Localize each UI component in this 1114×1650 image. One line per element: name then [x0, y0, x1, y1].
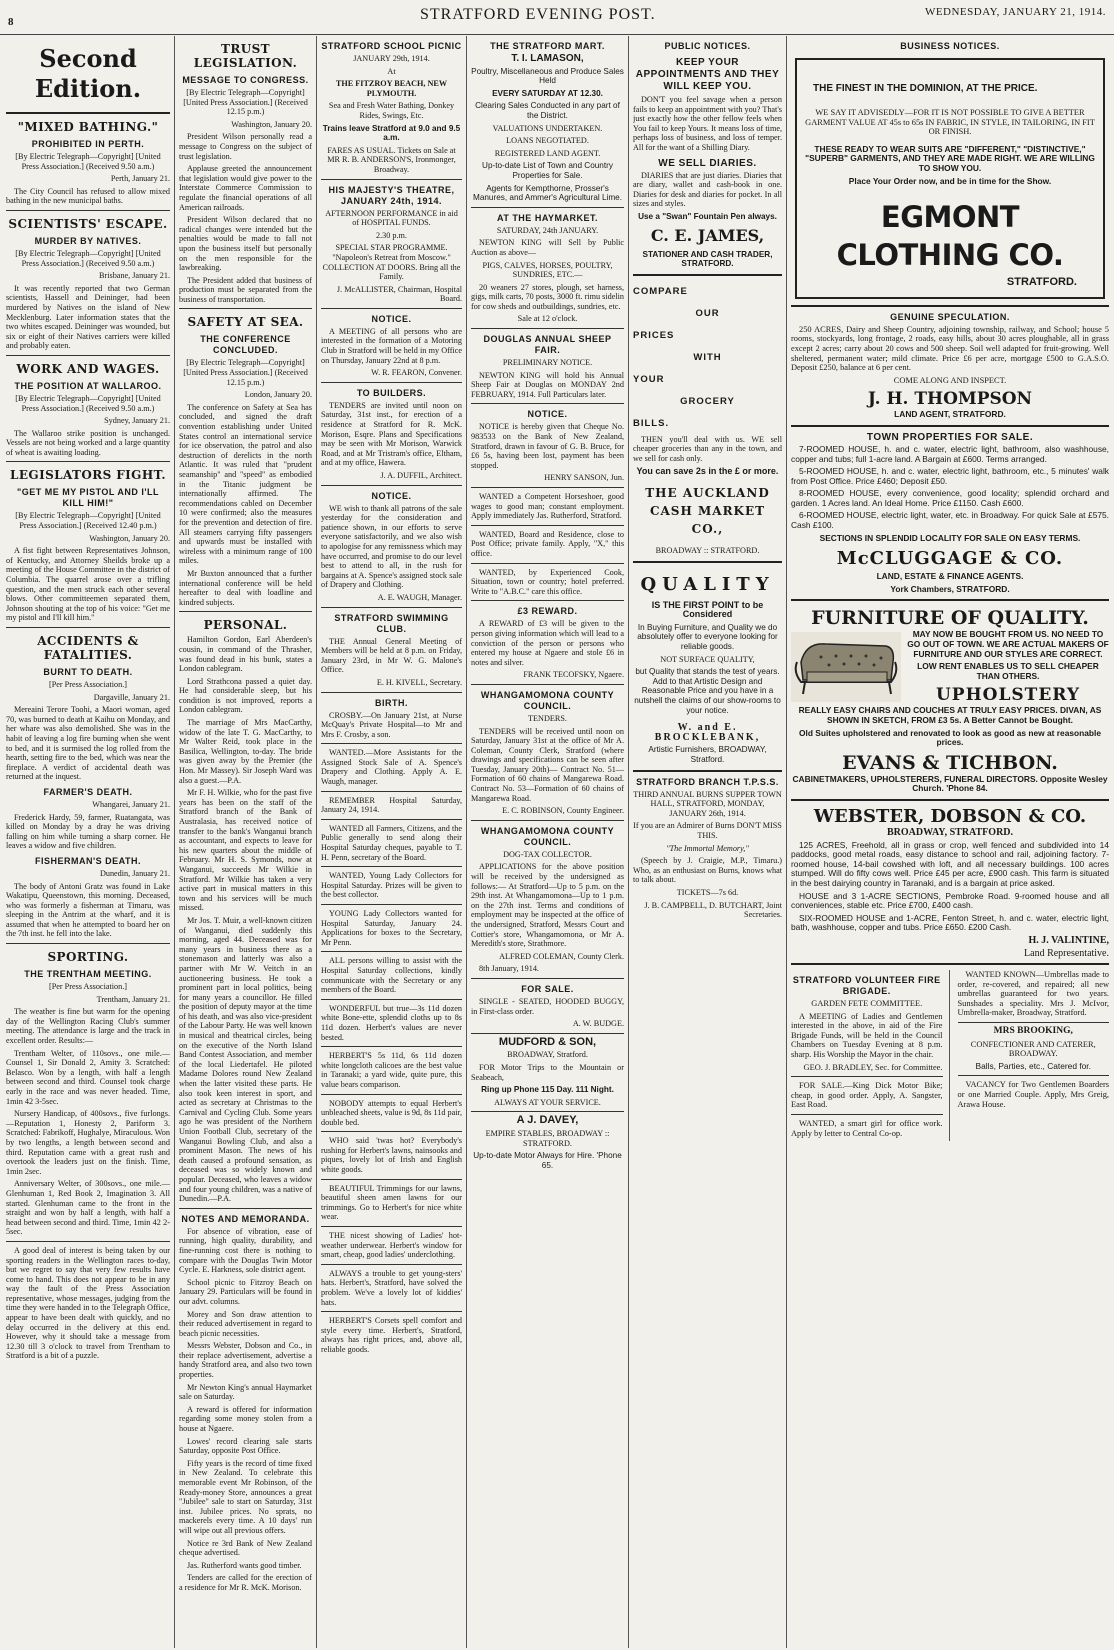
article-body: A good deal of interest is being taken by our sporting readers in the Wellington races to-day, but we regret to say that very few results have come to hand. This does not appear to be in any way the fault of the Press Association representative, whose messages, judging from the time they were handed in to the Telegraph Office, appear to have been dealt with quickly, and no delay occurred in the delivery at this end. However, why it should take a message from 12.30 till 3 o'clock to travel from Trentham to Stratford is a bit of a puzzle.: [6, 1245, 170, 1361]
compare-line: OUR: [695, 307, 720, 319]
ad-text: SIX-ROOMED HOUSE and 1-ACRE, Fenton Street, h. and c. water, electric light, bath, washhouse, copper and tubs. Price £650. £200 Cash.: [791, 912, 1109, 933]
article-body: Nursery Handicap, of 400sovs., five furlongs.—Reputation 1, Honesty 2, Pariform 3. Scratched: Fabrikoff, Hughalye, Miraculous. Won by two lengths, a length between second and third. Reputation came with a great rush and overtook the leaders just on the finish. Time, 1min 2sec.: [6, 1109, 170, 1176]
article-body: Hamilton Gordon, Earl Aberdeen's cousin, in command of the Thrasher, was found dead in his bunk, states a London cablegram.: [179, 635, 312, 674]
paper-title: STRATFORD EVENING POST.: [420, 6, 656, 23]
ad-text: Clearing Sales Conducted in any part of the District.: [475, 101, 620, 120]
ad-text: A MEETING of all persons who are interested in the formation of a Motoring Club in Stratford will be held in my Office on Thursday, January 22nd at 8 p.m.: [321, 326, 462, 365]
ad-heading: STRATFORD VOLUNTEER FIRE BRIGADE.: [792, 975, 941, 997]
ad-heading: EGMONT CLOTHING CO.: [836, 200, 1064, 273]
subhead: THE TRENTHAM MEETING.: [24, 969, 152, 980]
ad-signature: GEO. J. BRADLEY, Sec. for Committee.: [803, 1062, 943, 1072]
ad-text: BROADWAY, STRATFORD.: [886, 826, 1014, 838]
ad-signature: A. E. WAUGH, Manager.: [377, 592, 462, 602]
article-body: It was recently reported that two German scientists, Hassell and Deininger, had been murdered by Natives on the island of New Mecklenburg. Later information states that the two whites escaped. Deininger was wounded, but six or eight of their Natives carriers were killed and probably eaten.: [6, 283, 170, 351]
ad-heading: NOTICE.: [371, 490, 412, 501]
ad-heading: EVANS & TICHBON.: [842, 751, 1058, 774]
dateline: Brisbane, January 21.: [99, 271, 170, 281]
ad-heading: WE SELL DIARIES.: [658, 157, 757, 169]
ad-text: SINGLE - SEATED, HOODED BUGGY, in First-class order.: [471, 996, 624, 1016]
ad-text: DIARIES that are just diaries. Diaries that are diary, wallet and cash-book in one. Diaries for desk and diaries for pocket. In all sizes and styles.: [633, 170, 782, 209]
ad-heading: MUDFORD & SON,: [498, 1035, 597, 1048]
classified-ad: WHO said 'twas hot? Everybody's rushing for Herbert's lawns, nainsooks and piques, lovely lot of Irish and English white goods.: [321, 1136, 462, 1175]
ad-text: Poultry, Miscellaneous and Produce Sales Held: [471, 66, 624, 86]
ad-heading: STRATFORD SWIMMING CLUB.: [334, 612, 449, 634]
ad-text: but Quality that stands the test of years. Add to that Artistic Design and Reasonable Price and you have in a nutshell the claims of our show-rooms to your notice.: [634, 667, 781, 715]
subhead: FARMER'S DEATH.: [43, 786, 133, 797]
ad-signature: J. B. CAMPBELL, D. BUTCHART, Joint Secretaries.: [644, 900, 782, 920]
classified-ad: ALWAYS a trouble to get young-sters' hats. Herbert's, Stratford, have solved the problem. We've a lovely lot of kiddies' hats.: [321, 1268, 462, 1307]
ad-text: Balls, Parties, etc., Catered for.: [975, 1060, 1091, 1071]
article-body: The weather is fine but warm for the opening day of the Wellington Racing Club's summer meeting. The attendance is large and the track in excellent order. Results:—: [6, 1007, 170, 1046]
egmont-ad: [795, 58, 1105, 299]
ad-text: If you are an Admirer of Burns DON'T MISS THIS.: [633, 821, 782, 840]
ad-text: Artistic Furnishers, BROADWAY, Stratford.: [648, 745, 767, 764]
ad-heading: THE FINEST IN THE DOMINION, AT THE PRICE.: [813, 83, 1038, 94]
dateline: Dunedin, January 21.: [99, 868, 170, 878]
ad-text: Up-to-date Motor Always for Hire. 'Phone 65.: [473, 1151, 622, 1170]
subhead: "GET ME MY PISTOL AND I'LL KILL HIM!": [16, 487, 160, 509]
ad-heading: TOWN PROPERTIES FOR SALE.: [866, 431, 1034, 443]
dateline: Dargaville, January 21.: [93, 692, 170, 702]
ad-signature: ALFRED COLEMAN, County Clerk.: [499, 951, 624, 961]
article-body: Messrs Webster, Dobson and Co., in their replace advertisement, advertise a handy Stratford area, and also two town properties.: [179, 1341, 312, 1380]
compare-line: PRICES: [633, 329, 675, 341]
column-rule: [628, 36, 629, 1648]
ad-signature: H. J. VALINTINE,: [1028, 934, 1109, 946]
column-5: [633, 36, 782, 1646]
ad-text: SATURDAY, 24th JANUARY.: [496, 225, 599, 235]
article-body: Anniversary Welter, of 300sovs., one mile.—Glenhuman 1, Red Book 2, Imagination 3. All started. Glenhuman came to the front in the straight and won by half a length, with half a head between second and third. Time, 1min 42 2-5sec.: [6, 1179, 170, 1237]
article-body: Mr Newton King's annual Haymarket sale on Saturday.: [179, 1382, 312, 1402]
ad-text: Ring up Phone 115 Day. 111 Night.: [481, 1085, 614, 1095]
ad-heading: KEEP YOUR APPOINTMENTS AND THEY WILL KEEP YOU.: [635, 57, 780, 92]
ad-text: THIRD ANNUAL BURNS SUPPER TOWN HALL, STRATFORD, MONDAY, JANUARY 26th, 1914.: [633, 789, 782, 818]
article-body: Mr F. H. Wilkie, who for the past five years has been on the staff of the Stratford branch of the Bank of Australasia, has received notice of transfer to the bank's Wanganui branch as accountant, and expects to leave for his new quarters about the middle of February. Mr H. S. Symonds, now at Wanganui, succeeds Mr Wilkie in Stratford. Mr Wilkie has taken a very active part in musical matters in this town and his services will be much missed.: [179, 788, 312, 913]
ad-text: VALUATIONS UNDERTAKEN.: [492, 123, 603, 133]
ad-text: NOT SURFACE QUALITY,: [660, 654, 755, 664]
headline: PERSONAL.: [203, 618, 288, 633]
ad-text: LAND, ESTATE & FINANCE AGENTS.: [876, 571, 1024, 582]
article-body: For absence of vibration, ease of running, high quality, durability, and fine-running cost there is nothing to compare with the Douglas Twin Motor Cycle. E. Harkness, sole district agent.: [179, 1226, 312, 1275]
ad-text: LAND AGENT, STRATFORD.: [894, 409, 1006, 420]
ad-text: 125 ACRES, Freehold, all in grass or crop, well fenced and subdivided into 14 paddocks, good metal roads, easy distance to school and rail, adjoining factory. 7-roomed house, 14-bail cowshed with loft, and all necessary buildings. 100 acres stumped. Will do fifty cows well. Price £45 per acre, £900 cash. This farm is situated in the best dairying country in Taranaki, and is a bargain at price asked.: [791, 839, 1109, 888]
subhead: MESSAGE TO CONGRESS.: [182, 75, 309, 85]
ad-text: 5-ROOMED HOUSE, h. and c. water, electric light, bathroom, etc., 5 minutes' walk from Post Office. Price £460; Deposit £50.: [791, 466, 1109, 486]
ad-text: GARDEN FETE COMMITTEE.: [811, 999, 923, 1009]
ad-heading: TO BUILDERS.: [356, 387, 427, 398]
headline: SCIENTISTS' ESCAPE.: [8, 216, 168, 231]
bottom-left-ads: [791, 970, 950, 1141]
ad-text: York Chambers, STRATFORD.: [890, 583, 1010, 594]
classified-ad: FOR SALE.—King Dick Motor Bike; cheap, in good order. Apply, A. Sangster, East Road.: [791, 1081, 943, 1110]
ad-heading: £3 REWARD.: [517, 606, 578, 617]
article-body: A reward is offered for information regarding some money stolen from a house at Ngaere.: [179, 1404, 312, 1434]
ad-text: NEWTON KING will hold his Annual Sheep Fair at Douglas on MONDAY 2nd FEBRUARY, 1914. Full Particulars later.: [471, 370, 624, 399]
ad-text: REGISTERED LAND AGENT.: [494, 148, 601, 158]
classified-ad: HERBERT'S 5s 11d, 6s 11d dozen white longcloth calicoes are the best value in Taranaki; a yard wide, quite pure, this value bears comparison.: [321, 1051, 462, 1089]
column-rule: [466, 36, 467, 1648]
ad-text: BROADWAY :: STRATFORD.: [655, 546, 760, 556]
classified-ad: THE nicest showing of Ladies' hot-weather underwear. Herbert's window for smart, cheap, good ladies' underclothing.: [321, 1231, 462, 1260]
ad-text: REALLY EASY CHAIRS AND COUCHES AT TRULY EASY PRICES. DIVAN, AS SHOWN IN SKETCH, FROM £3 5s. A Better Cannot be Bought.: [798, 705, 1102, 725]
ad-signature: A. W. BUDGE.: [572, 1019, 624, 1029]
ad-text: STATIONER AND CASH TRADER, STRATFORD.: [642, 249, 773, 269]
headline: NOTES AND MEMORANDA.: [181, 1213, 310, 1224]
ad-text: At: [387, 66, 396, 76]
ad-text: EMPIRE STABLES, BROADWAY :: STRATFORD.: [485, 1128, 610, 1148]
ad-heading: THE STRATFORD MART.: [490, 41, 605, 51]
article-body: Tenders are called for the erection of a residence for Mr R. McK. Morison.: [179, 1573, 312, 1592]
dateline: Washington, January 20.: [231, 119, 312, 129]
classified-ad: WANTED, by Experienced Cook, Situation, town or country; hotel preferred. Write to "A.B.C." care this office.: [471, 567, 624, 596]
column-rule: [316, 36, 317, 1648]
column-3: [321, 36, 462, 1646]
edition-banner: Second Edition.: [34, 44, 142, 103]
subhead: THE CONFERENCE CONCLUDED.: [200, 334, 291, 356]
article-body: The City Council has refused to allow mixed bathing in the new municipal baths.: [6, 186, 170, 206]
ad-text: THEN you'll deal with us. WE sell cheaper groceries than any in the town, and we sell for cash only.: [633, 434, 782, 463]
headline: "MIXED BATHING.": [17, 120, 159, 134]
masthead: [0, 0, 1114, 35]
ad-text: NOTICE is hereby given that Cheque No. 983533 on the Bank of New Zealand, Stratford, drawn in favour of G. B. Bruce, for £6 5s, having been lost, payment has been stopped.: [471, 422, 624, 470]
ad-text: STRATFORD.: [1006, 276, 1077, 289]
classified-ad: WANTED, Board and Residence, close to Post Office; private family. Apply, "X," this office.: [471, 529, 624, 558]
compare-line: GROCERY: [680, 395, 735, 407]
article-body: Applause greeted the announcement that legislation would give power to the Interstate Commerce Commission to regulate the financial operations of all American railroads.: [179, 164, 312, 212]
ad-text: (Speech by J. Craigie, M.P., Timaru.) Who, as an enthusiast on Burns, knows what to talk about.: [633, 856, 782, 885]
classified-ad: WANTED a Competent Horseshoer, good wages to good man; constant employment. Apply immediately Jas. Rutherford, Stratford.: [471, 492, 624, 521]
credit: [By Electric Telegraph—Copyright] [United Press Association.] (Received 9.50 a.m.): [15, 152, 161, 171]
ad-text: A MEETING of Ladies and Gentlemen interested in the above, in aid of the Fire Brigade Funds, will be held in the Council Chambers on Tuesday Evening at 8 p.m. sharp. His Worship the Mayor in the chair.: [791, 1011, 943, 1060]
ad-heading: A J. DAVEY,: [516, 1114, 579, 1127]
ad-text: TENDERS will be received until noon on Saturday, January 31st at the office of Mr A. Coleman, County Clerk, Stratford (where drawings and specifications can be seen after Tuesday, January 20th)— Contract No. 51—Formation of 60 chains of Mangarewa Road. Contract No. 53—Formation of 60 chains of Mangarewa Road.: [471, 726, 624, 803]
classified-ad: HERBERT'S Corsets spell comfort and style every time. Herbert's, Stratford, always has right prices, and, above all, reliable goods.: [321, 1316, 462, 1354]
ad-text: HOUSE and 3 1-ACRE SECTIONS, Pembroke Road. 9-roomed house and all conveniences, stable etc. Price £700, £400 cash.: [791, 890, 1109, 911]
subhead: MURDER BY NATIVES.: [34, 235, 142, 246]
ad-text: NEWTON KING will Sell by Public Auction as above—: [471, 238, 624, 257]
ad-signature: J. McALLISTER, Chairman, Hospital Board.: [336, 284, 462, 304]
ad-text: SECTIONS IN SPLENDID LOCALITY FOR SALE ON EASY TERMS.: [819, 532, 1081, 543]
article-body: Trentham Welter, of 110sovs., one mile.—Counsel 1, Sir Donald 2, Amity 3. Scratched: Belasco. Won by a length, with half a length between second and third. Counsel took charge early in the race and was never headed. Time, 1min 42 3-5sec.: [6, 1048, 170, 1106]
subhead: THE POSITION AT WALLAROO.: [14, 380, 162, 391]
ad-text: APPLICATIONS for the above position will be received by the undersigned as follows:— At Stratford—Up to 5 p.m. on the 29th inst. At Whangamomona—Up to 1 p.m. on the 27th inst. Terms and conditions of employment may be inspected at the office of the undersigned, Stratford, Messrs Court and Cottier's store, Whangamomona, or Mr A. Meredith's store, Strathmore.: [471, 862, 624, 949]
classified-ad: WANTED KNOWN—Umbrellas made to order, re-covered, and repaired; all new umbrellas guaranteed for two years. Sunshades a speciality. Mrs J. McIvor, Umbrella-maker, Broadway, Stratford.: [957, 970, 1109, 1018]
classified-ad: WANTED, Young Lady Collectors for Hospital Saturday. Prizes will be given to the best collector.: [321, 871, 462, 900]
compare-line: BILLS.: [633, 417, 670, 429]
ad-signature: Land Representative.: [1024, 947, 1109, 959]
ad-text: T. I. LAMASON,: [511, 53, 584, 64]
article-body: Frederick Hardy, 59, farmer, Ruatangata, was killed on Monday by a dray he was driving falling on him while turning a sharp corner. He leaves a widow and five children.: [6, 812, 170, 851]
article-body: President Wilson personally read a message to Congress on the subject of trust legislation.: [179, 132, 312, 161]
ad-text: In Buying Furniture, and Quality we do absolutely offer to everyone looking for reliable goods.: [637, 622, 778, 652]
article-body: Mr Jos. T. Muir, a well-known citizen of Wanganui, died suddenly this morning, aged 44. Deceased was for many years in business there as a stonemason and latterly was also a partner with Mr W. Veitch in an auctioneering business. He took a prominent part in local politics, being for many years a councillor. He filled the position of deputy mayor at the time of his death, and was also vice-president of the Labour Party. He was well known in musical and theatrical circles, being on the executive of the North Island Band Contest Association, and member of the local Liedertafel. He piloted Madame Dolores round New Zealand when the latter visited these parts. He also took keen interest in sport, and acted as secretary at Christmas to the Carnival and Cycling Club. Some years ago he was president of the Northern Union Football Club, secretary of the Wanganui Bowling Club, and also a prominent Mason. The news of his death caused a profound sensation, as deceased was so widely known and popular. Deceased, who leaves a widow and four young children, was a native of Dunedin.—P.A.: [179, 915, 312, 1204]
credit: [By Electric Telegraph—Copyright] [United Press Association.] (Received 12.15 p.m.): [183, 88, 308, 117]
ad-heading: NOTICE.: [527, 409, 568, 420]
ad-text: CABINETMAKERS, UPHOLSTERERS, FUNERAL DIRECTORS. Opposite Wesley Church. 'Phone 84.: [792, 773, 1108, 794]
classified-ad: BEAUTIFUL Trimmings for our lawns, beautiful sheen amen lawns for our trimmings. Go to Herbert's for nice white wear.: [321, 1183, 462, 1222]
ad-heading: WHANGAMOMONA COUNTY COUNCIL.: [480, 825, 615, 847]
page-number: 8: [8, 16, 14, 28]
article-body: Morey and Son draw attention to their reduced advertisement in regard to beach picnic necessities.: [179, 1309, 312, 1338]
dateline: Perth, January 21.: [110, 174, 170, 184]
ad-heading: NOTICE.: [371, 313, 412, 324]
ad-text: THE FITZROY BEACH, NEW PLYMOUTH.: [335, 79, 448, 98]
ad-heading: McCLUGGAGE & CO.: [836, 548, 1064, 570]
ad-text: A REWARD of £3 will be given to the person giving information which will lead to a conviction of the person or persons who entered my house at Ngaere and stole £6 in notes and silver.: [471, 619, 624, 667]
ad-heading: MRS BROOKING,: [993, 1026, 1073, 1037]
column-6: [791, 36, 1109, 1646]
classified-ad: REMEMBER Hospital Saturday, January 24, 1914.: [321, 795, 462, 815]
article-body: The body of Antoni Gratz was found in Lake Wakatipu, Queenstown, this morning. Deceased, who was formerly a fisherman at Timaru, was sleeping in the Antrim at the wharf, and it is assumed that when he attempted to board her on the 7th inst. he fell into the lake.: [6, 881, 170, 939]
ad-text: PIGS, CALVES, HORSES, POULTRY, SUNDRIES, ETC.—: [482, 260, 613, 280]
ad-text: FOR Motor Trips to the Mountain or Seabeach,: [471, 1062, 624, 1082]
column-1: [6, 36, 170, 1646]
ad-signature: FRANK TECOFSKY, Ngaere.: [523, 670, 624, 680]
column-rule: [174, 36, 175, 1648]
ad-text: SPECIAL STAR PROGRAMME. "Napoleon's Retreat from Moscow." COLLECTION AT DOORS. Bring all the Family.: [322, 243, 461, 282]
ad-heading: STRATFORD SCHOOL PICNIC: [321, 41, 462, 51]
ad-text: CONFECTIONER AND CATERER, BROADWAY.: [970, 1039, 1096, 1059]
ad-heading: DOUGLAS ANNUAL SHEEP FAIR.: [483, 334, 612, 356]
article-body: The marriage of Mrs MacCarthy, widow of the late T. G. MacCarthy, to Mr Walter Reid, took place in the Basilica, Wellington, to-day. The bride was given away by the Premier (the Hon. Mr Massey). Sir Joseph Ward was also a guest.—P.A.: [179, 718, 312, 785]
classified-ad: VACANCY for Two Gentlemen Boarders or one Married Couple. Apply, Mrs Greig, Arawa House.: [957, 1080, 1109, 1109]
ad-text: EVERY SATURDAY AT 12.30.: [492, 88, 603, 98]
compare-line: YOUR: [633, 373, 665, 385]
article-body: Fifty years is the record of time fixed in New Zealand. To celebrate this memorable event Mr Robinson, of the Ready-money Store, announces a great "Jubilee" sale to start on Saturday, 31st inst. Jubilee prices. No sprats, no mackerels every time. A 10 days' run will wipe out all previous offers.: [179, 1458, 312, 1535]
headline: LEGISLATORS FIGHT.: [10, 468, 166, 483]
ad-text: 20 weaners 27 stores, plough, set harness, gigs, milk carts, 70 posts, 3000 ft. rimu sidelin for cow sheds and outbuildings, sundries, etc.: [471, 282, 624, 311]
ad-text: Old Suites upholstered and renovated to look as good as new at reasonable prices.: [798, 727, 1102, 748]
article-body: School picnic to Fitzroy Beach on January 29. Particulars will be found in our advt. columns.: [179, 1277, 312, 1306]
ad-heading: QUALITY: [640, 573, 775, 595]
ad-heading: W. and E. BROCKLEBANK,: [654, 722, 761, 743]
credit: [By Electric Telegraph—Copyright] [United Press Association.] (Received 9.50 a.m.): [15, 393, 161, 413]
article-body: A fist fight between Representatives Johnson, of Kentucky, and Attorney Sheilds broke up a meeting of the House Committee in the district of Columbia. The quarrel arose over a trifling question, and the men struck each other several blows. Other committeemen separated them, Johnson shouting at the top of his voice: "Get me my pistol and I'll kill him.": [6, 546, 170, 623]
ad-text: 7-ROOMED HOUSE, h. and c. water, electric light, bathroom, also washhouse, copper and tubs; full 1-acre land. A Bargain at £600. Terms arranged.: [791, 443, 1109, 464]
article-body: President Wilson declared that no radical changes were intended but the penalties would be made to fall not upon the business itself but personally on the men responsible for the lawbreaking.: [179, 215, 312, 273]
divan-sketch-icon: [791, 632, 901, 702]
ad-text: CROSBY.—On January 21st, at Nurse McQuay's Private Hospital—to Mr and Mrs F. Crosby, a son.: [321, 710, 462, 739]
article-body: The President added that business of production must be separated from the business of transportation.: [179, 275, 312, 304]
ad-text: THE Annual General Meeting of Members will be held at 8 p.m. on Friday, January 23rd, in Mr W. G. Malone's Office.: [321, 636, 462, 675]
ad-text: LOW RENT ENABLES US TO SELL CHEAPER THAN OTHERS.: [917, 661, 1099, 681]
ad-text: TENDERS are invited until noon on Saturday, 31st inst., for erection of a residence at Stratford for R. McK. Morison, Esqre. Plans and Specifications may be seen with Mr Morison, Warwick Road, and at Mr Tristram's office, Eltham, and at my office, Hawera.: [321, 400, 462, 468]
article-body: Mr Buxton announced that a further international conference will be held hereafter to deal with loadline and kindred subjects.: [179, 568, 312, 607]
column-4: [471, 36, 624, 1646]
ad-text: Sale at 12 o'clock.: [517, 314, 578, 324]
ad-heading: WHANGAMOMONA COUNTY COUNCIL.: [480, 689, 615, 711]
classified-ad: YOUNG Lady Collectors wanted for Hospital Saturday, January 24. Applications for boxes to the Secretary, Mr Penn.: [321, 909, 462, 947]
classified-ad: NOBODY attempts to equal Herbert's unbleached sheets, value is 9d, 8s 11d pair, double bed.: [321, 1098, 462, 1127]
ad-signature: W. R. FEARON, Convener.: [371, 368, 462, 378]
article-body: The conference on Safety at Sea has concluded, and signed the draft convention establishing under United States control an international service for ice observation, the patrol and also destruction of derelicts in the north Atlantic. It was ruled that "prudent seamanship" and "speed" as embodied in the Titanic judgment be internationally affirmed. The recommendations cabled on December 10 were confirmed; also the measures for the prevention and detection of fire. All steamers carrying fifty passengers and upwards must be installed with wireless with a minimum range of 100 miles.: [179, 402, 312, 566]
ad-text: 8th January, 1914.: [479, 964, 539, 974]
compare-line: COMPARE: [633, 285, 688, 297]
credit: [By Electric Telegraph—Copyright] [United Press Association.] (Received 12.15 p.m.): [183, 358, 308, 387]
ad-signature: E. H. KIVELL, Secretary.: [376, 677, 462, 687]
classified-ad: WANTED.—More Assistants for the Assigned Stock Sale of A. Spence's Drapery and Clothing. Apply A. E. Waugh, manager.: [321, 748, 462, 787]
ad-heading: GENUINE SPECULATION.: [890, 311, 1010, 322]
dateline: Washington, January 20.: [89, 533, 170, 543]
ad-signature: E. C. ROBINSON, County Engineer.: [502, 806, 624, 816]
ad-text: TICKETS—7s 6d.: [676, 887, 739, 897]
ad-heading: FURNITURE OF QUALITY.: [811, 607, 1089, 630]
dateline: Sydney, January 21.: [104, 416, 170, 426]
ad-heading: AT THE HAYMARKET.: [496, 212, 598, 223]
ad-text: ALWAYS AT YOUR SERVICE.: [494, 1097, 601, 1107]
headline: SPORTING.: [47, 950, 129, 965]
ad-text: Sea and Fresh Water Bathing, Donkey Rides, Swings, Etc.: [328, 101, 455, 120]
ad-text: TENDERS.: [528, 713, 567, 723]
ad-text: WE SAY IT ADVISEDLY—FOR IT IS NOT POSSIBLE TO GIVE A BETTER GARMENT VALUE AT 45s to 65s IN FABRIC, IN STYLE, IN TAILORING, IN FIT OR FINISH.: [805, 108, 1095, 137]
article-body: Lowes' record clearing sale starts Saturday, opposite Post Office.: [179, 1436, 312, 1456]
ad-text: PRELIMINARY NOTICE.: [502, 358, 593, 368]
ad-text: AFTERNOON PERFORMANCE in aid of HOSPITAL FUNDS.: [325, 208, 458, 228]
subhead: BURNT TO DEATH.: [43, 667, 133, 677]
ad-text: Trains leave Stratford at 9.0 and 9.5 a.m.: [322, 123, 461, 143]
dateline: London, January 20.: [244, 390, 312, 400]
ad-heading: FOR SALE.: [521, 983, 574, 994]
classified-ad: WANTED all Farmers, Citizens, and the Public generally to send along their Hospital Saturday cheques, payable to T. H. Penn, secretary of the Board.: [321, 823, 462, 862]
ad-text: FARES AS USUAL. Tickets on Sale at MR R. B. ANDERSON'S, Ironmonger, Broadway.: [327, 145, 456, 174]
ad-text: Up-to-date List of Town and Country Properties for Sale.: [482, 161, 613, 180]
ad-text: 250 ACRES, Dairy and Sheep Country, adjoining township, railway, and School; house 5 rooms, stockyards, long frontage, 2 roads, easy hills, about 30 acres ploughable, all in grass except 2 acres; carry about 20 cows and 500 sheep. Soil well adapted for fruit-growing. Well sheltered, permanent water; mild climate. Price £6 per acre, mortgage £500 to G.A.S.O. Deposit £250, balance at 6 per cent.: [791, 324, 1109, 373]
classified-ad: WONDERFUL but true—3s 11d dozen white Bone-ette, splendid cloths up to 8s 11d dozen. Herbert's values are never bested.: [321, 1003, 462, 1042]
ad-text: THESE READY TO WEAR SUITS ARE "DIFFERENT," "DISTINCTIVE," "SUPERB" GARMENTS, AND THEY ARE MADE RIGHT. WE ARE WILLING TO SHOW YOU.: [805, 143, 1095, 173]
headline: TRUST LEGISLATION.: [193, 42, 298, 70]
headline: ACCIDENTS & FATALITIES.: [37, 634, 139, 662]
dateline: Trentham, January 21.: [96, 994, 170, 1004]
article-body: Lord Strathcona passed a quiet day. He had considerable sleep, but his condition is not improved, reports a London cablegram.: [179, 676, 312, 715]
dateline: Whangarei, January 21.: [92, 799, 170, 809]
ad-heading: THE AUCKLAND CASH MARKET CO.,: [645, 486, 770, 537]
classified-ad: ALL persons willing to assist with the Hospital Saturday collections, kindly communicate with the Secretary or any members of the Board.: [321, 956, 462, 995]
credit: [Per Press Association.]: [48, 680, 127, 689]
ad-text: BROADWAY, Stratford.: [507, 1050, 588, 1060]
ad-signature: J. A. DUFFIL, Architect.: [380, 471, 462, 480]
ad-heading: WEBSTER, DOBSON & CO.: [813, 805, 1087, 827]
ad-text: Place Your Order now, and be in time for the Show.: [848, 175, 1052, 186]
ad-text: Use a "Swan" Fountain Pen always.: [638, 211, 777, 221]
ad-text: WE wish to thank all patrons of the sale yesterday for the consideration and patience shown, in our efforts to serve everyone satisfactorily, and we also wish to apologise for any remissness which may have occurred, and promise to do our level best to attend to all, in the rush for bargains at A. Spence's assigned stock sale of Drapery and Clothing.: [321, 503, 462, 590]
ad-heading: C. E. JAMES,: [650, 225, 765, 245]
ad-signature: HENRY SANSON, Jun.: [544, 473, 624, 483]
article-body: Jas. Rutherford wants good timber.: [187, 1560, 302, 1570]
ad-text: DON'T you feel savage when a person fails to keep an appointment with you? That's just exactly how the other fellow feels when You fail to keep Yours. It means loss of time, perhaps loss of business, and loss of temper. All for the want of a Shilling Diary.: [633, 95, 782, 152]
credit: [Per Press Association.]: [48, 982, 127, 992]
ad-text: LOANS NEGOTIATED.: [506, 136, 589, 146]
ad-heading: STRATFORD BRANCH T.P.S.S.: [636, 776, 779, 787]
article-body: The Wallaroo strike position is unchanged. Vessels are not being worked and a large quantity of wheat is awaiting loading.: [6, 428, 170, 457]
ad-text: Agents for Kempthorne, Prosser's Manures, and Ammer's Agricultural Lime.: [473, 183, 622, 203]
ad-text: IS THE FIRST POINT to be Considered: [651, 599, 764, 620]
article-body: Notice re 3rd Bank of New Zealand cheque advertised.: [179, 1538, 312, 1558]
column-rule: [786, 36, 787, 1648]
bottom-right-ads: [958, 970, 1110, 1141]
issue-date: WEDNESDAY, JANUARY 21, 1914.: [924, 6, 1106, 18]
ad-heading: UPHOLSTERY: [935, 685, 1081, 706]
credit: [By Electric Telegraph—Copyright] [United Press Association.] (Received 12.40 p.m.): [15, 511, 161, 531]
classified-ad: WANTED, a smart girl for office work. Apply by letter to Central Co-op.: [791, 1119, 943, 1138]
subhead: FISHERMAN'S DEATH.: [35, 855, 141, 866]
ad-text: "The Immortal Memory,": [666, 843, 749, 853]
ad-text: COME ALONG AND INSPECT.: [893, 375, 1007, 385]
ad-text: You can save 2s in the £ or more.: [636, 465, 779, 476]
ad-text: 6-ROOMED HOUSE, electric light, water, etc. in Broadway. For quick Sale at £575. Cash £100.: [791, 510, 1109, 531]
ad-text: MAY NOW BE BOUGHT FROM US. NO NEED TO GO OUT OF TOWN. WE ARE ACTUAL MAKERS OF FURNITURE AND OUR STYLES ARE CORRECT.: [907, 630, 1109, 659]
ad-text: 8-ROOMED HOUSE, every convenience, good locality; splendid orchard and garden. 1 Acres land. An Ideal Home. Price £1150. Cash £600.: [791, 488, 1109, 508]
column-2: [179, 36, 312, 1646]
compare-line: WITH: [693, 351, 722, 363]
credit: [By Electric Telegraph—Copyright] [United Press Association.] (Received 9.50 a.m.): [15, 248, 161, 268]
article-body: Mereaini Terore Toohi, a Maori woman, aged 70, was burned to death at Kaihu on Monday, and her whare was also demolished. She was in the habit of leaving a log fire burning when she went to bed, and it is surmised the log rolled from the hearth, setting fire to the bed, which was near the fireplace. A verdict of accidental death was returned at the inquest.: [6, 705, 170, 782]
ad-heading: J. H. THOMPSON: [867, 389, 1033, 410]
headline: SAFETY AT SEA.: [187, 315, 304, 330]
section-heading: PUBLIC NOTICES.: [664, 41, 751, 51]
ad-text: DOG-TAX COLLECTOR.: [503, 849, 592, 859]
subhead: PROHIBITED IN PERTH.: [31, 139, 145, 149]
compare-list: [633, 281, 782, 435]
ad-heading: BIRTH.: [375, 697, 408, 708]
ad-text: JANUARY 29th, 1914.: [353, 54, 430, 63]
section-heading: BUSINESS NOTICES.: [900, 41, 1000, 51]
ad-heading: HIS MAJESTY'S THEATRE, JANUARY 24th, 1914.: [328, 184, 455, 206]
headline: WORK AND WAGES.: [16, 361, 160, 376]
ad-text: 2.30 p.m.: [376, 230, 407, 240]
